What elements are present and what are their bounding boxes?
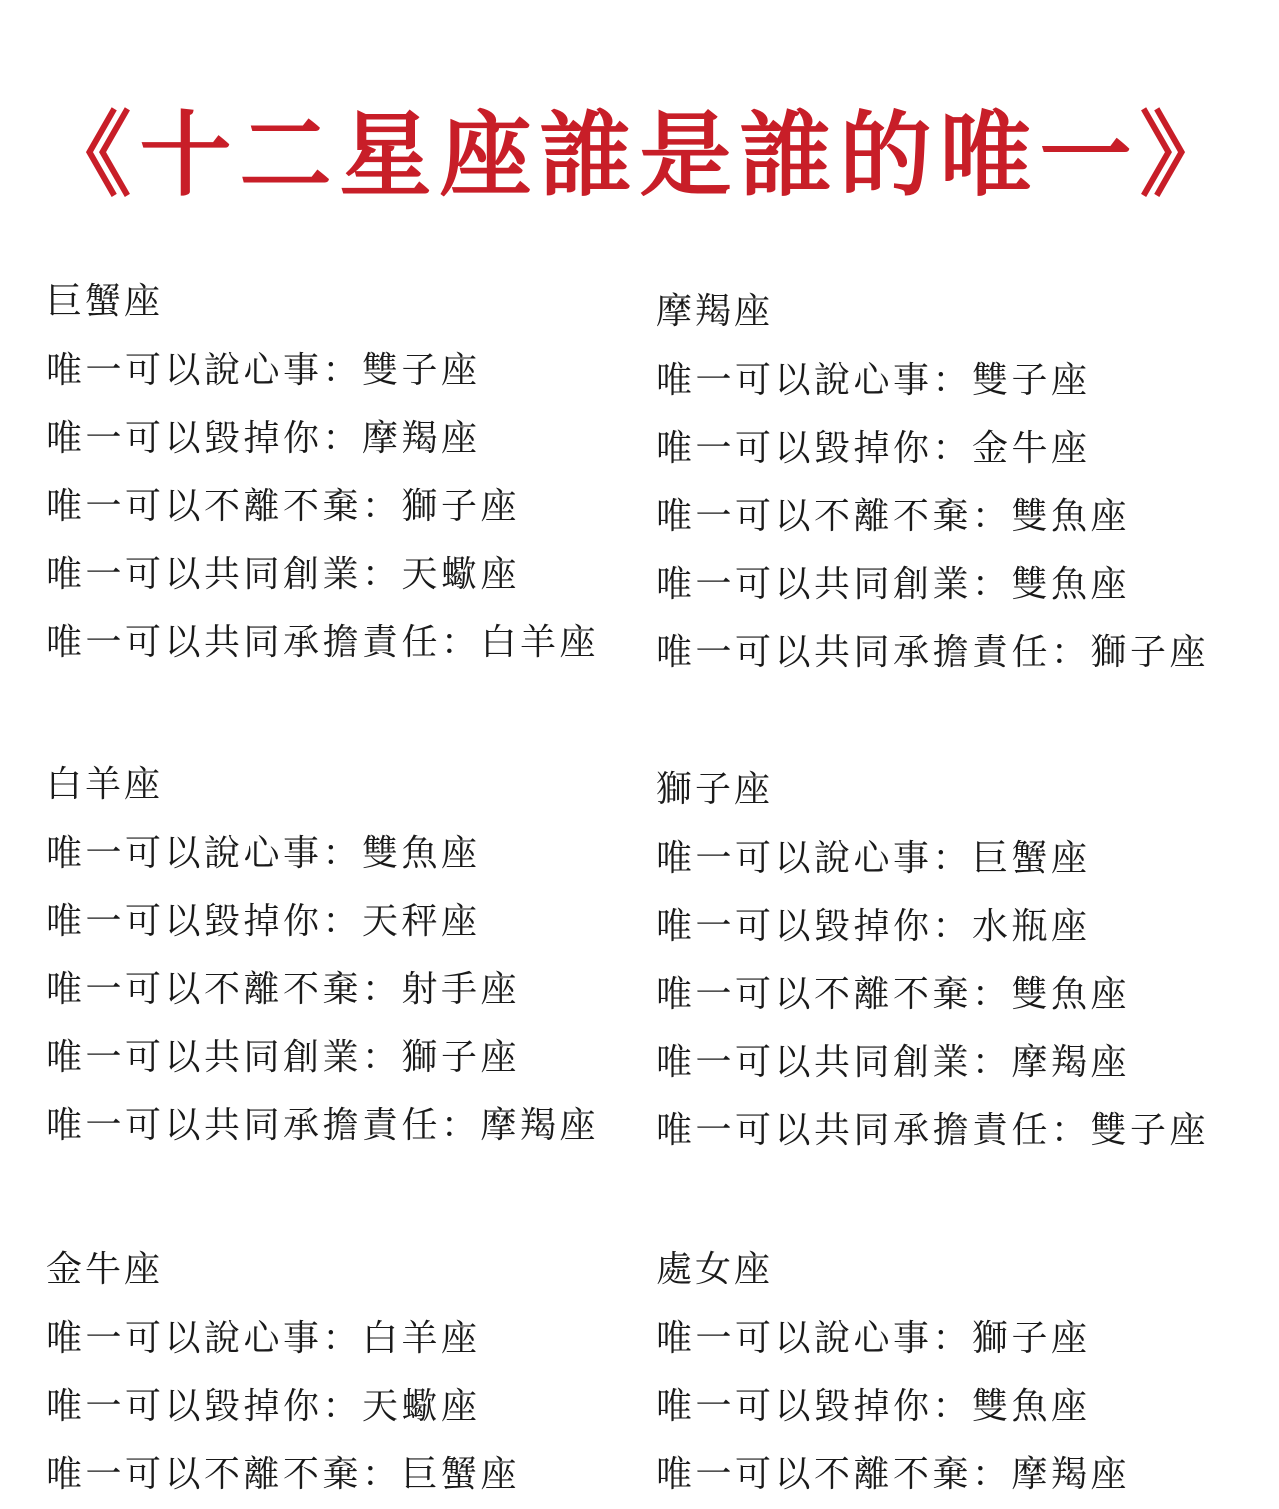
relation-value: 巨蟹座 xyxy=(401,1454,521,1495)
sign-name: 摩羯座 xyxy=(656,291,774,332)
relation-value: 巨蟹座 xyxy=(972,838,1091,879)
sign-section-capricorn xyxy=(656,287,1256,687)
relation-value: 獅子座 xyxy=(401,486,521,527)
sign-name: 獅子座 xyxy=(656,769,774,810)
relation-value: 獅子座 xyxy=(972,1318,1091,1359)
sign-name: 金牛座 xyxy=(46,1249,164,1290)
relation-line xyxy=(656,483,1256,551)
relation-value: 雙魚座 xyxy=(1011,496,1131,537)
relation-label: 唯一可以共同創業： xyxy=(46,554,402,595)
relation-value: 雙魚座 xyxy=(1011,564,1131,605)
relation-label: 唯一可以說心事： xyxy=(46,833,363,874)
sign-name: 白羊座 xyxy=(46,764,164,805)
relation-label: 唯一可以不離不棄： xyxy=(656,1454,1012,1495)
relation-label: 唯一可以不離不棄： xyxy=(46,486,402,527)
relation-line xyxy=(46,609,646,677)
relation-value: 天蠍座 xyxy=(401,554,521,595)
relation-line xyxy=(656,347,1256,415)
relation-label: 唯一可以不離不棄： xyxy=(656,974,1012,1015)
relation-label: 唯一可以共同創業： xyxy=(656,1042,1012,1083)
relation-value: 天蠍座 xyxy=(362,1386,481,1427)
relation-label: 唯一可以毀掉你： xyxy=(46,418,363,459)
sign-section-virgo xyxy=(656,1245,1256,1509)
relation-label: 唯一可以毀掉你： xyxy=(656,1386,973,1427)
relation-label: 唯一可以共同承擔責任： xyxy=(656,632,1091,673)
relation-label: 唯一可以不離不棄： xyxy=(46,1454,402,1495)
relation-label: 唯一可以共同承擔責任： xyxy=(656,1110,1091,1151)
relation-label: 唯一可以不離不棄： xyxy=(46,969,402,1010)
relation-line xyxy=(656,961,1256,1029)
sign-section-leo xyxy=(656,765,1256,1165)
relation-line xyxy=(656,1097,1256,1165)
relation-line xyxy=(46,1024,646,1092)
relation-line xyxy=(46,888,646,956)
relation-line xyxy=(656,415,1256,483)
relation-value: 雙子座 xyxy=(362,350,481,391)
relation-line xyxy=(656,551,1256,619)
relation-value: 雙子座 xyxy=(972,360,1091,401)
relation-value: 射手座 xyxy=(401,969,521,1010)
relation-value: 獅子座 xyxy=(401,1037,521,1078)
relation-line xyxy=(46,1441,646,1509)
relation-value: 白羊座 xyxy=(362,1318,481,1359)
relation-value: 金牛座 xyxy=(972,428,1091,469)
relation-line xyxy=(656,619,1256,687)
relation-label: 唯一可以共同創業： xyxy=(656,564,1012,605)
relation-value: 天秤座 xyxy=(362,901,481,942)
relation-label: 唯一可以毀掉你： xyxy=(46,1386,363,1427)
page-title: 《十二星座誰是誰的唯一》 xyxy=(39,101,1240,209)
relation-line xyxy=(656,893,1256,961)
relation-label: 唯一可以毀掉你： xyxy=(46,901,363,942)
relation-value: 摩羯座 xyxy=(362,418,481,459)
relation-value: 摩羯座 xyxy=(480,1105,600,1146)
relation-line xyxy=(46,956,646,1024)
relation-line xyxy=(656,825,1256,893)
relation-label: 唯一可以說心事： xyxy=(656,360,973,401)
relation-value: 白羊座 xyxy=(480,622,600,663)
relation-label: 唯一可以毀掉你： xyxy=(656,428,973,469)
relation-line xyxy=(656,1373,1256,1441)
relation-label: 唯一可以共同承擔責任： xyxy=(46,1105,481,1146)
relation-line xyxy=(656,1441,1256,1509)
relation-value: 摩羯座 xyxy=(1011,1042,1131,1083)
relation-line xyxy=(656,1305,1256,1373)
relation-label: 唯一可以毀掉你： xyxy=(656,906,973,947)
relation-label: 唯一可以說心事： xyxy=(46,350,363,391)
relation-line xyxy=(46,1092,646,1160)
relation-line xyxy=(656,1029,1256,1097)
relation-value: 雙魚座 xyxy=(362,833,481,874)
relation-label: 唯一可以說心事： xyxy=(46,1318,363,1359)
relation-label: 唯一可以不離不棄： xyxy=(656,496,1012,537)
relation-value: 雙魚座 xyxy=(972,1386,1091,1427)
relation-value: 雙子座 xyxy=(1090,1110,1210,1151)
relation-value: 水瓶座 xyxy=(972,906,1091,947)
relation-line xyxy=(46,405,646,473)
relation-label: 唯一可以說心事： xyxy=(656,1318,973,1359)
relation-label: 唯一可以共同創業： xyxy=(46,1037,402,1078)
relation-label: 唯一可以共同承擔責任： xyxy=(46,622,481,663)
relation-line xyxy=(46,820,646,888)
relation-line xyxy=(46,473,646,541)
relation-value: 雙魚座 xyxy=(1011,974,1131,1015)
sign-section-taurus xyxy=(46,1245,646,1509)
sign-name: 巨蟹座 xyxy=(46,281,164,322)
relation-line xyxy=(46,1305,646,1373)
relation-line xyxy=(46,337,646,405)
sign-name: 處女座 xyxy=(656,1249,774,1290)
sign-section-cancer xyxy=(46,277,646,677)
relation-label: 唯一可以說心事： xyxy=(656,838,973,879)
relation-value: 摩羯座 xyxy=(1011,1454,1131,1495)
relation-value: 獅子座 xyxy=(1090,632,1210,673)
relation-line xyxy=(46,541,646,609)
relation-line xyxy=(46,1373,646,1441)
sign-section-aries xyxy=(46,760,646,1160)
